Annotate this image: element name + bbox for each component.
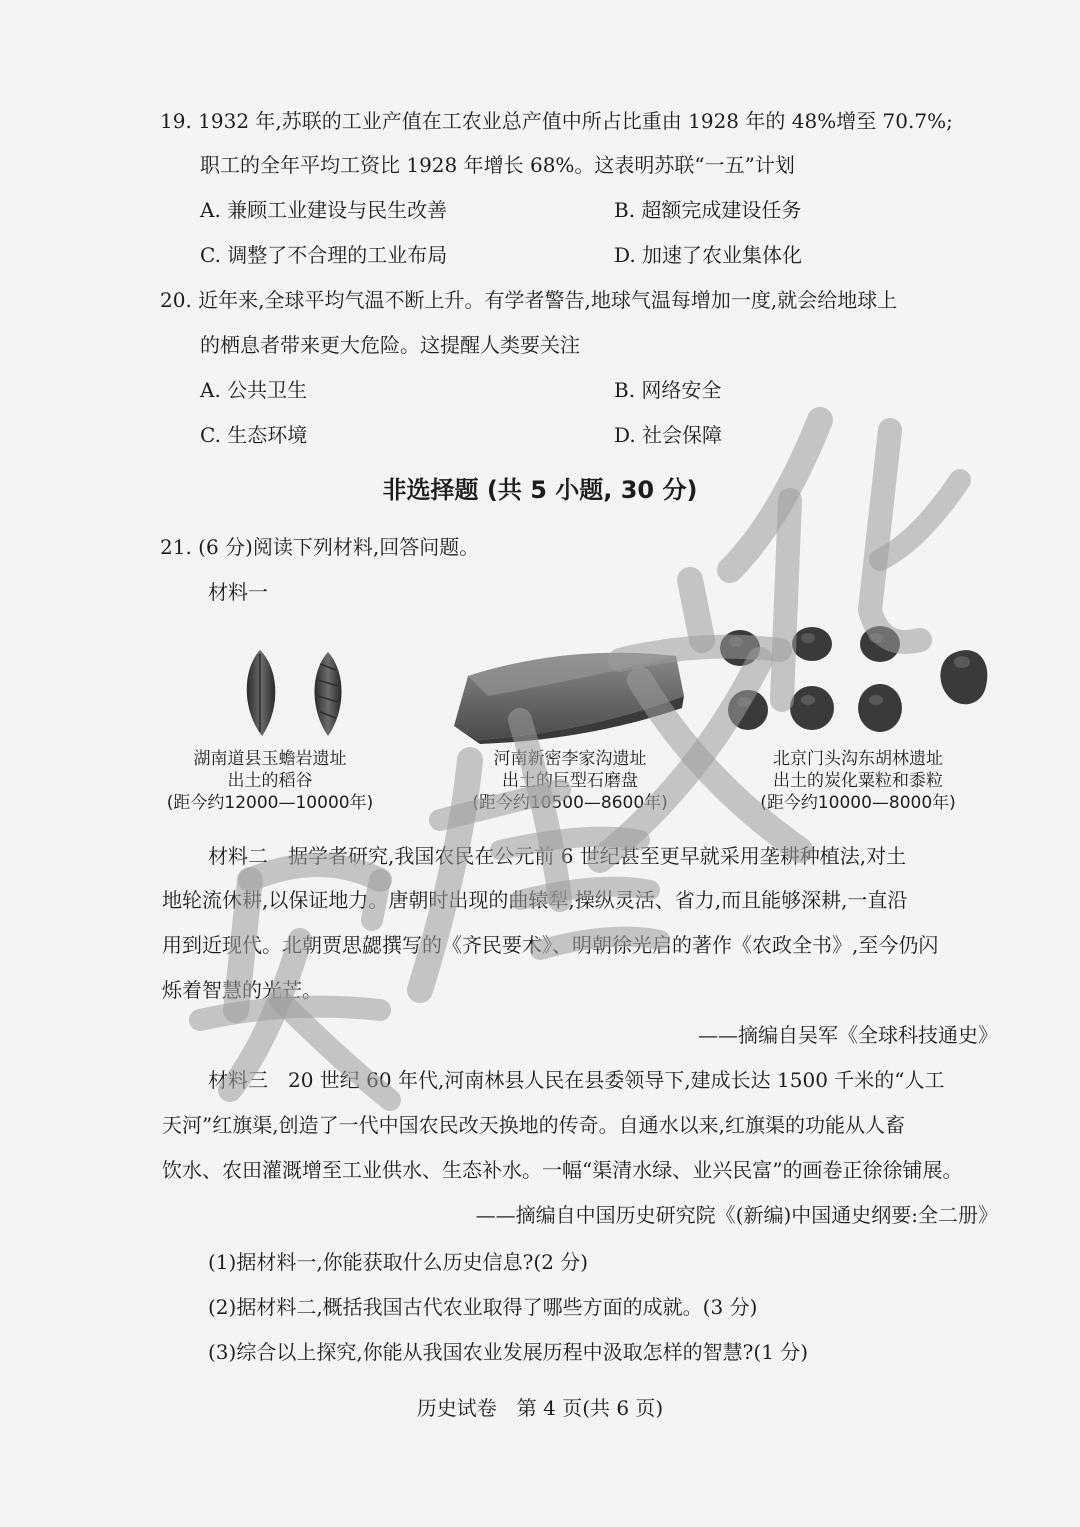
material2-line1: 材料二 据学者研究,我国农民在公元前 6 世纪甚至更早就采用垄耕种植法,对土 bbox=[208, 844, 907, 868]
material2-line3: 用到近现代。北朝贾思勰撰写的《齐民要术》、明朝徐光启的著作《农政全书》,至今仍闪 bbox=[162, 933, 939, 957]
material2-line2: 地轮流休耕,以保证地力。唐朝时出现的曲辕犁,操纵灵活、省力,而且能够深耕,一直沿 bbox=[162, 888, 908, 912]
stone-millstone-image bbox=[448, 636, 688, 744]
q19-option-b[interactable]: B. 超额完成建设任务 bbox=[614, 198, 802, 222]
page-footer: 历史试卷 第 4 页(共 6 页) bbox=[416, 1396, 664, 1420]
caption-rice: 湖南道县玉蟾岩遗址 出土的稻谷 (距今约12000—10000年) bbox=[166, 749, 374, 813]
q21-sub1: (1)据材料一,你能获取什么历史信息?(2 分) bbox=[208, 1250, 589, 1274]
q20-option-d[interactable]: D. 社会保障 bbox=[614, 423, 723, 447]
q20-stem-line2: 的栖息者带来更大危险。这提醒人类要关注 bbox=[200, 333, 580, 357]
section-title: 非选择题 (共 5 小题, 30 分) bbox=[382, 476, 698, 504]
q20-option-b[interactable]: B. 网络安全 bbox=[614, 378, 722, 402]
caption-millstone: 河南新密李家沟遗址 出土的巨型石磨盘 (距今约10500—8600年) bbox=[472, 749, 668, 813]
caption-millet: 北京门头沟东胡林遗址 出土的炭化粟粒和黍粒 (距今约10000—8000年) bbox=[760, 749, 956, 813]
q19-option-c[interactable]: C. 调整了不合理的工业布局 bbox=[200, 243, 448, 267]
q20-option-c[interactable]: C. 生态环境 bbox=[200, 423, 308, 447]
q19-stem-line1: 19. 1932 年,苏联的工业产值在工农业总产值中所占比重由 1928 年的 48%增至 70.7%; bbox=[160, 109, 953, 133]
q21-sub3: (3)综合以上探究,你能从我国农业发展历程中汲取怎样的智慧?(1 分) bbox=[208, 1340, 809, 1364]
q19-option-d[interactable]: D. 加速了农业集体化 bbox=[614, 243, 803, 267]
millet-grains-image bbox=[716, 622, 996, 740]
material3-line2: 天河”红旗渠,创造了一代中国农民改天换地的传奇。自通水以来,红旗渠的功能从人畜 bbox=[162, 1113, 905, 1137]
material3-source: ——摘编自中国历史研究院《(新编)中国通史纲要:全二册》 bbox=[475, 1203, 998, 1227]
q19-stem-line2: 职工的全年平均工资比 1928 年增长 68%。这表明苏联“一五”计划 bbox=[200, 153, 795, 177]
material2-source: ——摘编自吴军《全球科技通史》 bbox=[698, 1023, 998, 1047]
material2-line4: 烁着智慧的光芒。 bbox=[162, 978, 322, 1002]
material3-line1: 材料三 20 世纪 60 年代,河南林县人民在县委领导下,建成长达 1500 千米的“人工 bbox=[208, 1068, 945, 1092]
material1-label: 材料一 bbox=[208, 580, 268, 604]
rice-grains-image bbox=[236, 640, 356, 740]
q20-option-a[interactable]: A. 公共卫生 bbox=[200, 378, 308, 402]
q21-intro: 21. (6 分)阅读下列材料,回答问题。 bbox=[160, 535, 480, 559]
q19-option-a[interactable]: A. 兼顾工业建设与民生改善 bbox=[200, 198, 448, 222]
material3-line3: 饮水、农田灌溉增至工业供水、生态补水。一幅“渠清水绿、业兴民富”的画卷正徐徐铺展。 bbox=[162, 1158, 963, 1182]
q20-stem-line1: 20. 近年来,全球平均气温不断上升。有学者警告,地球气温每增加一度,就会给地球上 bbox=[160, 288, 898, 312]
q21-sub2: (2)据材料二,概括我国古代农业取得了哪些方面的成就。(3 分) bbox=[208, 1295, 758, 1319]
